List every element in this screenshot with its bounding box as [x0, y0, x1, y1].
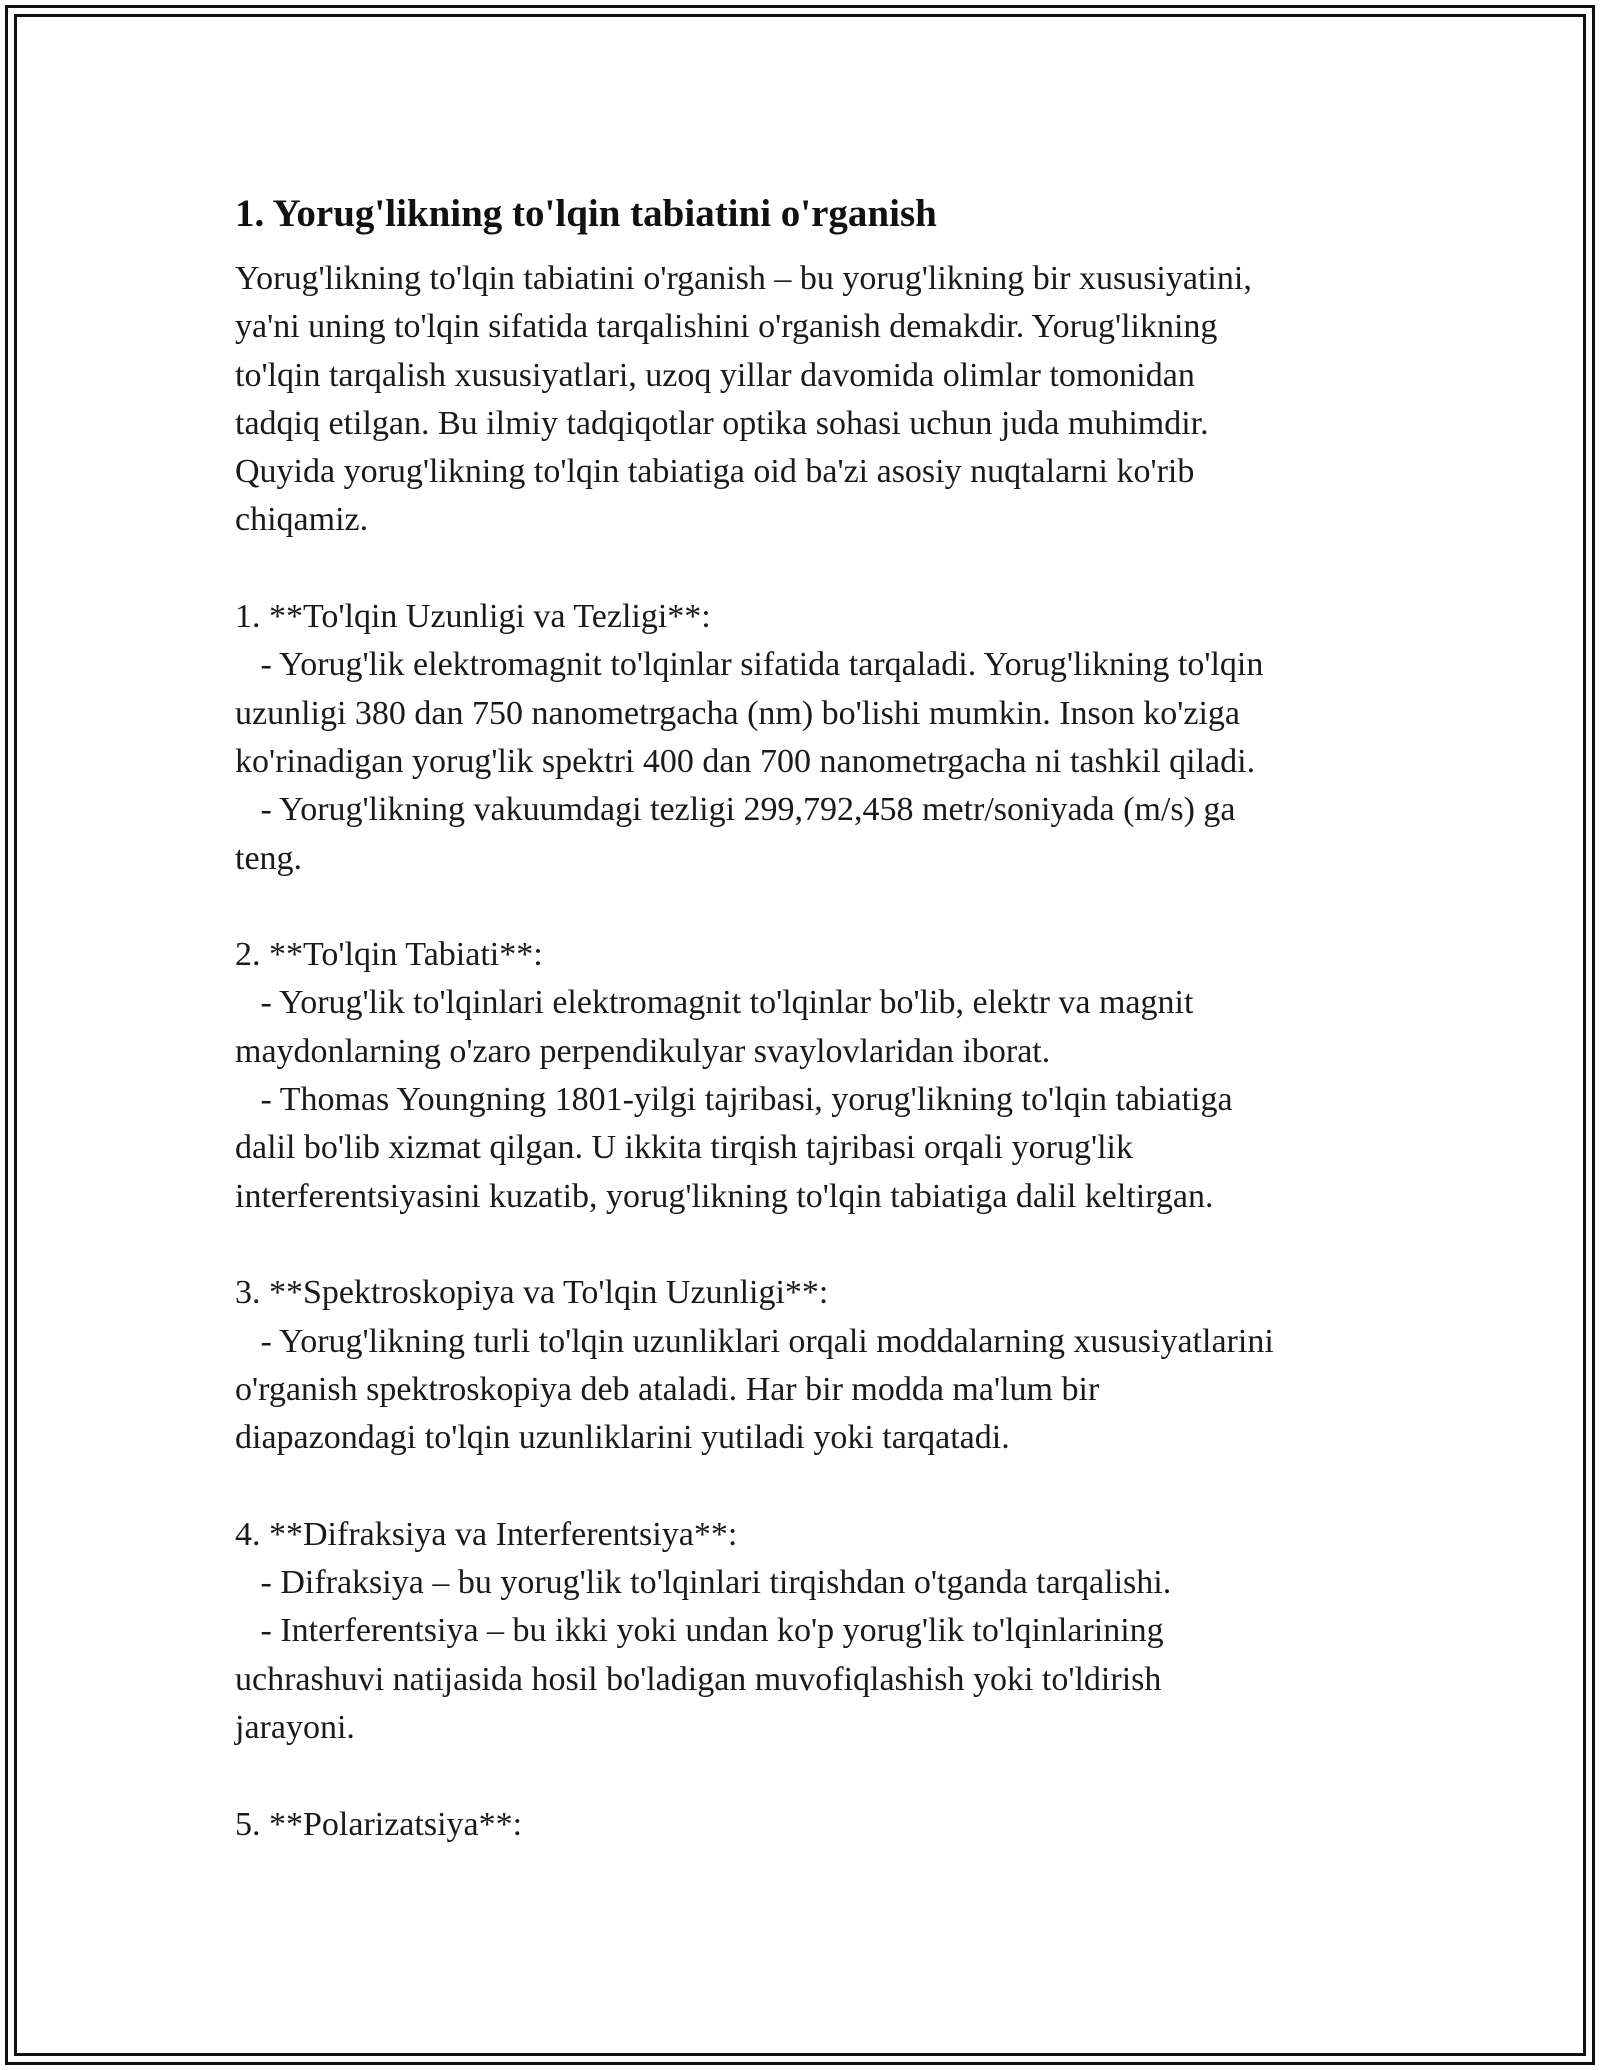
paragraph-gap: [235, 883, 1385, 931]
section-heading-2: 2. **To'lqin Tabiati**:: [235, 936, 543, 974]
section-body-3: - Yorug'likning turli to'lqin uzunliklari orqali moddalarning xususiyatlarini o'rganish spektroskopiya deb ataladi. Har bir modda ma'lum bir diapazondagi to'lqin uzunliklarini yutiladi yoki tarqatadi.: [235, 1322, 1274, 1457]
paragraph-gap: [235, 545, 1385, 593]
document-title: 1. Yorug'likning to'lqin tabiatini o'rganish: [235, 192, 937, 235]
section-heading-5: 5. **Polarizatsiya**:: [235, 1805, 523, 1843]
paragraph-gap: [235, 1221, 1385, 1269]
section-heading-4: 4. **Difraksiya va Interferentsiya**:: [235, 1515, 738, 1553]
section-heading-1: 1. **To'lqin Uzunligi va Tezligi**:: [235, 598, 711, 636]
intro-paragraph: Yorug'likning to'lqin tabiatini o'rganish – bu yorug'likning bir xususiyatini, ya'ni uning to'lqin sifatida tarqalishini o'rganish demakdir. Yorug'likning to'lqin tarqalish xususiyatlari, uzoq yillar davomida olimlar tomonidan tadqiq etilgan. Bu ilmiy tadqiqotlar optika sohasi uchun juda muhimdir. Quyida yorug'likning to'lqin tabiatiga oid ba'zi asosiy nuqtalarni ko'rib chiqamiz.: [235, 260, 1252, 539]
section-heading-3: 3. **Spektroskopiya va To'lqin Uzunligi**:: [235, 1274, 829, 1312]
section-body-1: - Yorug'lik elektromagnit to'lqinlar sifatida tarqaladi. Yorug'likning to'lqin uzunligi 380 dan 750 nanometrgacha (nm) bo'lishi mumkin. Inson ko'ziga ko'rinadigan yorug'lik spektri 400 dan 700 nanometrgacha ni tashkil qiladi. - Yorug'likning vakuumdagi tezligi 299,792,458 metr/soniyada (m/s) ga teng.: [235, 646, 1264, 877]
paragraph-gap: [235, 1752, 1385, 1800]
paragraph-gap: [235, 1462, 1385, 1510]
section-body-4: - Difraksiya – bu yorug'lik to'lqinlari tirqishdan o'tganda tarqalishi. - Interferentsiya – bu ikki yoki undan ko'p yorug'lik to'lqinlarining uchrashuvi natijasida hosil bo'ladigan muvofiqlashish yoki to'ldirish jarayoni.: [235, 1564, 1172, 1746]
document-body: [235, 188, 1385, 1849]
section-body-2: - Yorug'lik to'lqinlari elektromagnit to'lqinlar bo'lib, elektr va magnit maydonlarning o'zaro perpendikulyar svaylovlaridan iborat. - Thomas Youngning 1801-yilgi tajribasi, yorug'likning to'lqin tabiatiga dalil bo'lib xizmat qilgan. U ikkita tirqish tajribasi orqali yorug'lik interferentsiyasini kuzatib, yorug'likning to'lqin tabiatiga dalil keltirgan.: [235, 984, 1233, 1215]
